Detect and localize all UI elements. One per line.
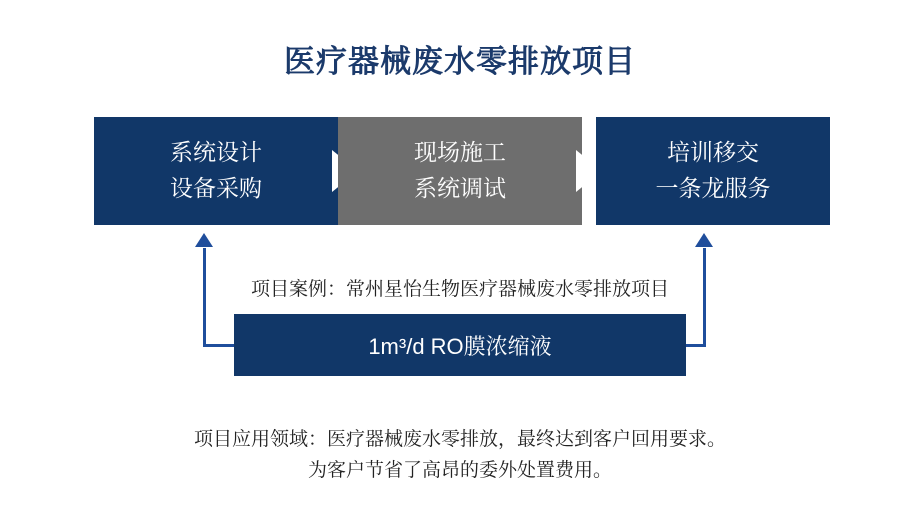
process-step-3: [596, 117, 830, 225]
process-step-1-line2: 设备采购: [170, 175, 262, 201]
page-title: 医疗器械废水零排放项目: [284, 44, 636, 79]
process-step-2: [338, 117, 582, 225]
process-step-2-line1: 现场施工: [414, 139, 506, 166]
footer-note-line1: 项目应用领域：医疗器械废水零排放，最终达到客户回用要求。: [193, 429, 726, 450]
footer-note-line2: 为客户节省了高昂的委外处置费用。: [307, 460, 612, 482]
connector-left-vertical: [203, 248, 206, 346]
arrow-up-icon-right: [695, 233, 713, 247]
arrow-up-icon-left: [195, 233, 213, 247]
process-step-3-line1: 培训移交: [667, 139, 759, 166]
connector-right-horizontal: [684, 344, 706, 347]
case-bar-label: 1m³/d RO膜浓缩液: [368, 333, 552, 359]
process-step-1-line1: 系统设计: [170, 139, 262, 166]
footer-note: [0, 424, 920, 487]
process-step-3-line2: 一条龙服务: [655, 175, 771, 201]
process-step-2-line2: 系统调试: [414, 175, 506, 201]
case-bar: [234, 314, 686, 376]
connector-left-horizontal: [203, 344, 236, 347]
case-caption: 项目案例：常州星怡生物医疗器械废水零排放项目: [250, 279, 669, 300]
connector-right-vertical: [703, 248, 706, 346]
process-step-1: [94, 117, 338, 225]
